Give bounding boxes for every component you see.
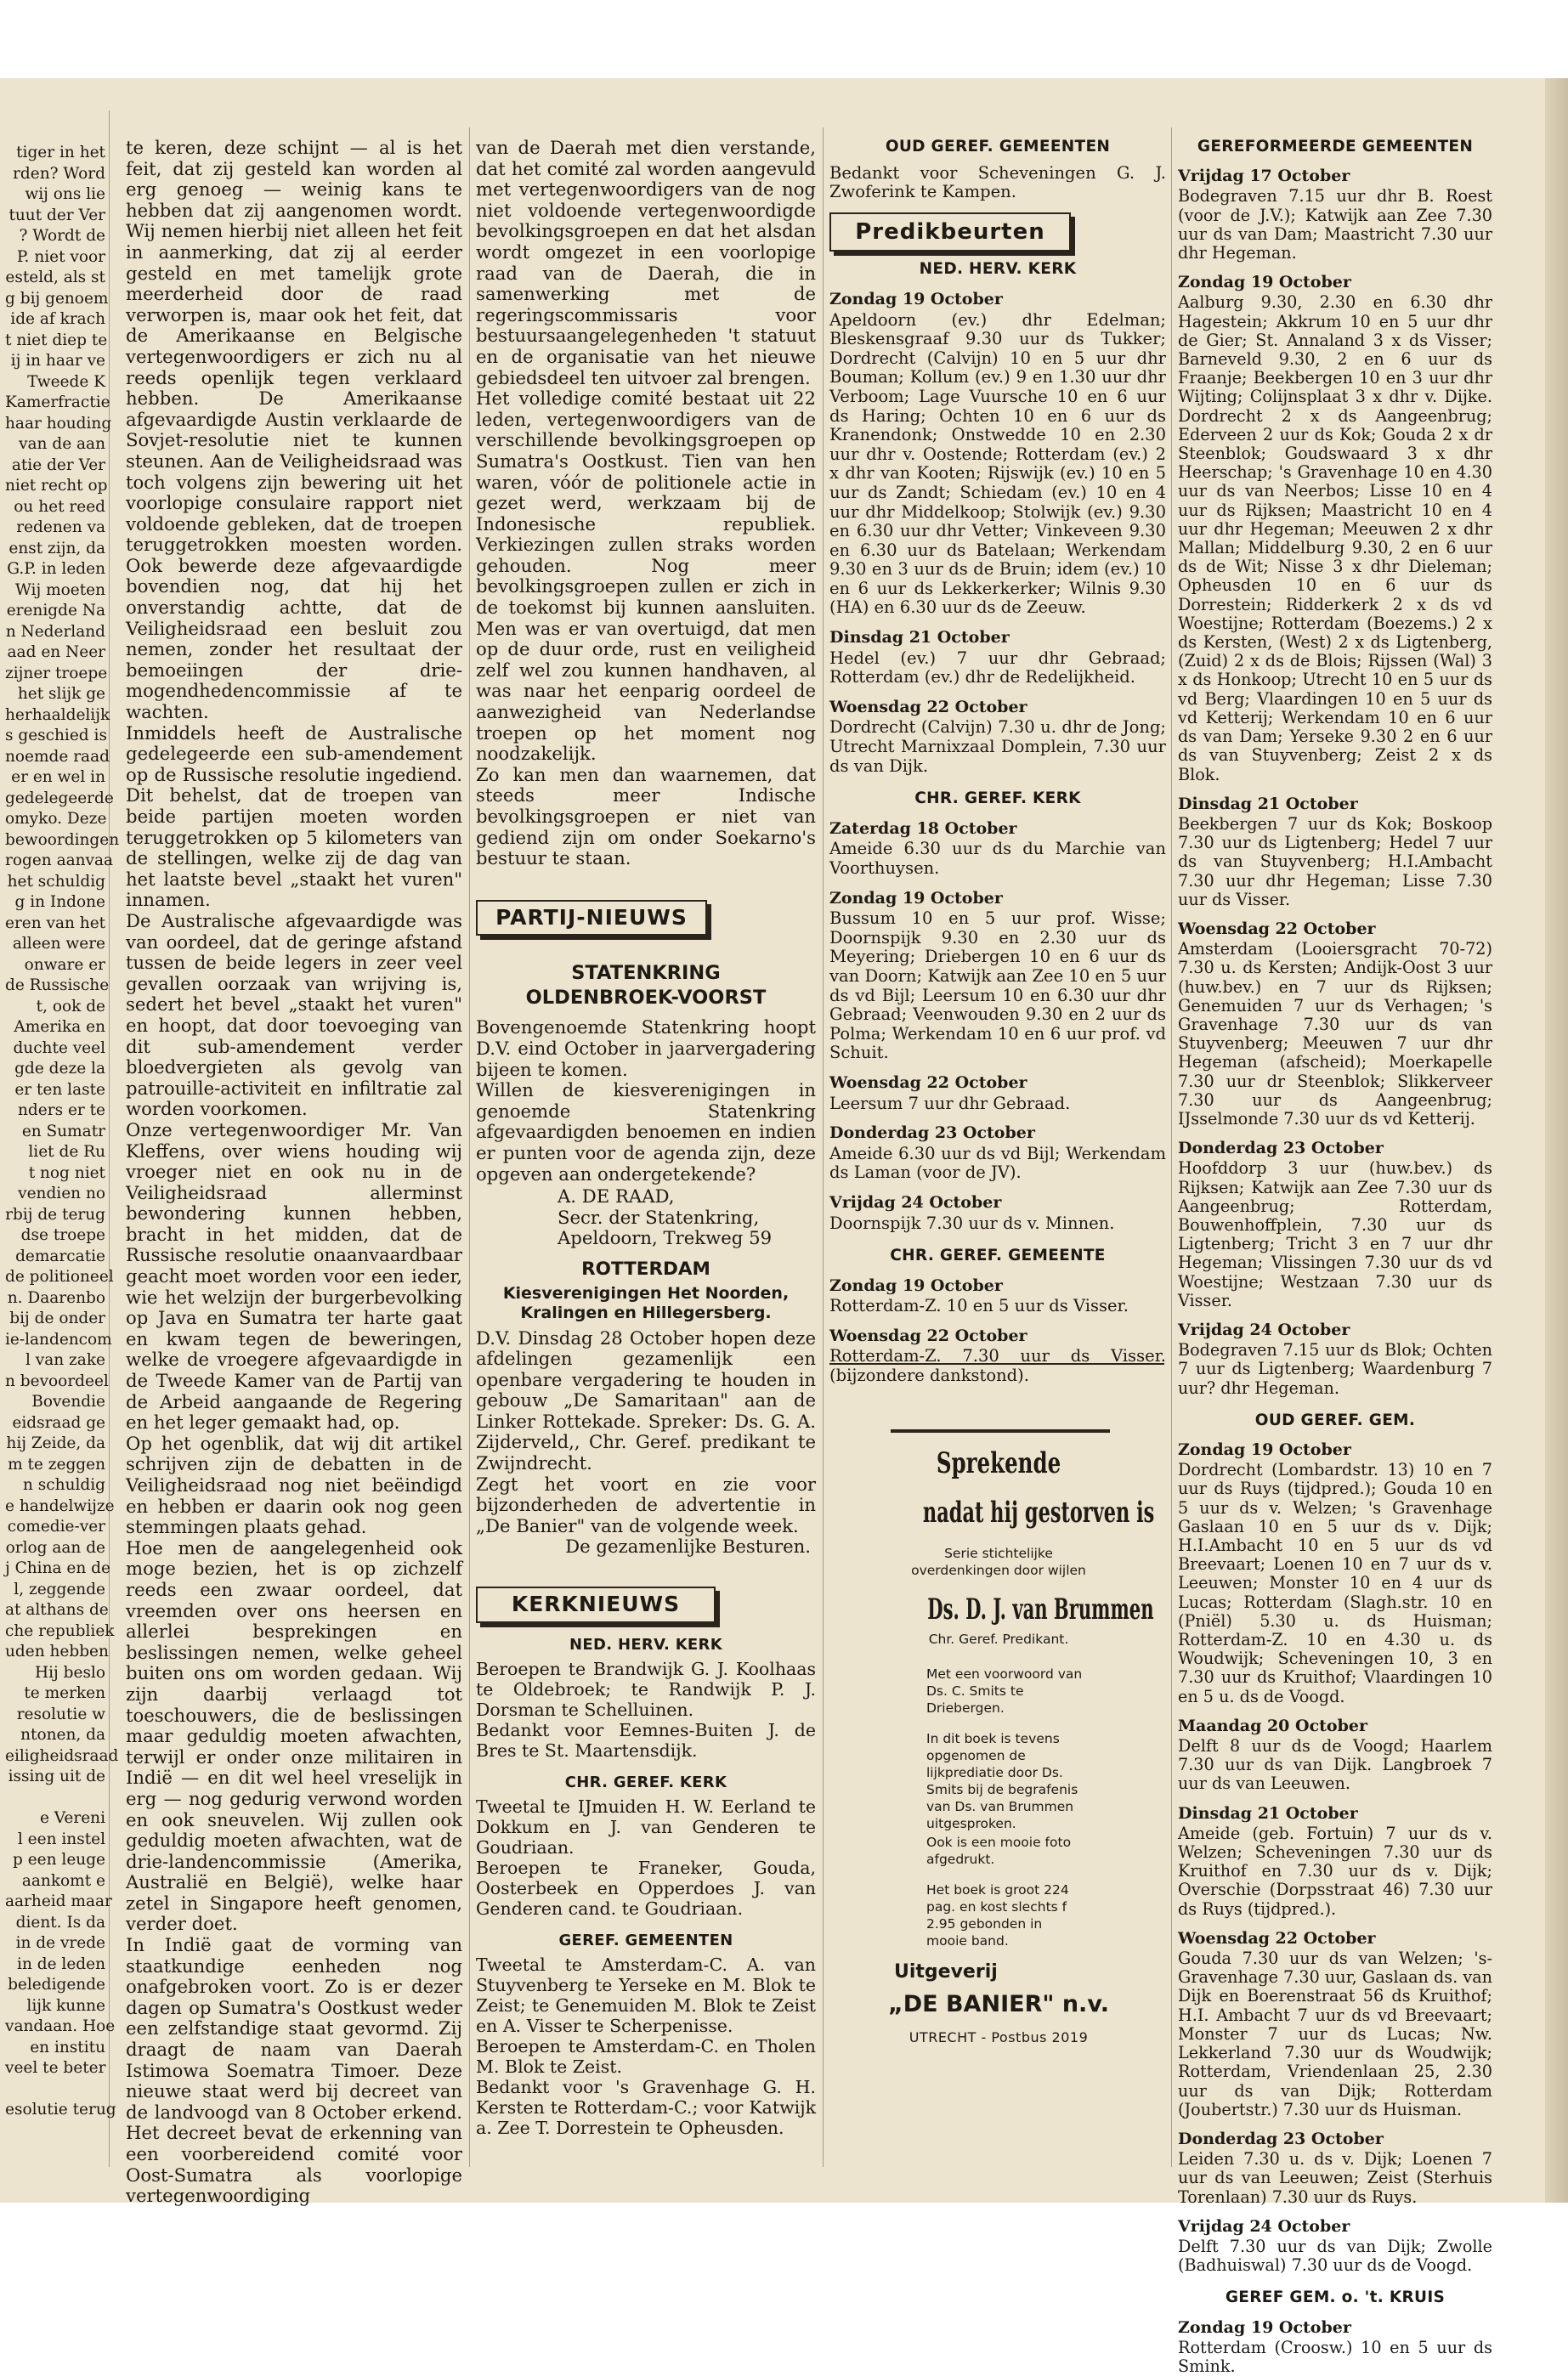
church-news-line: Bedankt voor 's Gravenhage G. H. Kersten te Rotterdam-C.; voor Katwijk a. Zee T. Dorrestein te Opheusden. — [476, 2076, 816, 2138]
service-day: Woensdag 22 October — [1178, 1928, 1376, 1948]
rotterdam-signature: De gezamenlijke Besturen. — [565, 1536, 811, 1558]
service-entry: Bussum 10 en 5 uur prof. Wisse; Doornspijk 9.30 en 2.30 uur ds Meyering; Driebergen 10 en 6 uur ds van Doorn; Katwijk aan Zee 10 en 5 uur ds vd Bijl; Leersum 10 en 6.30 uur dhr Gebraad; Veenwouden 9.30 en 2 uur ds Polma; Werkendam 10 en 6 uur prof. vd Schuit. — [829, 908, 1166, 1063]
column-fragment-line: en Sumatr — [21, 1122, 105, 1140]
service-entry: Rotterdam-Z. 10 en 5 uur ds Visser. — [829, 1296, 1129, 1316]
statenkring-heading: STATENKRING OLDENBROEK-VOORST — [525, 962, 767, 1010]
column-fragment-line: bij de onder — [9, 1310, 105, 1327]
church-news-line: Beroepen te Franeker, Gouda, Oosterbeek en Opperdoes J. van Genderen cand. te Goudriaan. — [476, 1857, 816, 1919]
column-fragment-line: ie-landencom — [5, 1330, 112, 1349]
service-entry: Ameide 6.30 uur ds du Marchie van Voorthuysen. — [829, 839, 1166, 878]
column-fragment-line: Bovendie — [31, 1393, 105, 1411]
ad-publisher: „DE BANIER" n.v. — [888, 1991, 1109, 2017]
church-news-line: Tweetal te Amsterdam-C. A. van Stuyvenberg te Yerseke en M. Blok te Zeist; te Genemuiden M. Blok te Zeist en A. Visser te Scherpenisse. — [476, 1954, 816, 2036]
column-fragment-line: er ten laste — [14, 1080, 105, 1099]
oud-geref-heading: OUD GEREF. GEMEENTEN — [885, 138, 1111, 156]
denomination-heading: CHR. GEREF. GEMEENTE — [890, 1247, 1106, 1265]
column-fragment-line: Amerika en — [14, 1018, 105, 1036]
column-fragment-line: P. niet voor — [16, 247, 105, 266]
service-day: Donderdag 23 October — [829, 1123, 1035, 1143]
service-entry: Hedel (ev.) 7 uur dhr Gebraad; Rotterdam (ev.) dhr de Redelijkheid. — [829, 648, 1166, 687]
article-column-2 — [476, 137, 816, 2138]
column-fragment-line: liet de Ru — [28, 1143, 105, 1161]
partij-nieuws-label: PARTIJ-NIEUWS — [495, 904, 688, 930]
column-fragment-line: l een instel — [17, 1830, 105, 1848]
column-fragment-line: g in Indone — [14, 893, 105, 911]
column-fragment-line: rden? Word — [13, 164, 105, 183]
column-fragment-line: aarheid maar — [5, 1892, 112, 1910]
column-fragment-line: nders er te — [18, 1101, 105, 1119]
column-fragment-line: orlog aan de — [5, 1538, 105, 1557]
kerknieuws-sections — [476, 1635, 816, 2138]
column-fragment-line: vendien no — [18, 1185, 105, 1202]
column-fragment-line: n schuldig — [23, 1476, 105, 1494]
oud-geref-text: Bedankt voor Scheveningen G. J. Zwoferink te Kampen. — [829, 162, 1166, 202]
service-entry: Leiden 7.30 u. ds v. Dijk; Loenen 7 uur ds van Leeuwen; Zeist (Sterhuis Torenlaan) 7.30 uur ds Ruys. — [1178, 2149, 1492, 2207]
column-fragment-line: demarcatie — [15, 1247, 105, 1265]
column-fragment-line: tiger in het — [16, 144, 105, 161]
predikbeurten-list — [829, 260, 1166, 1385]
gereformeerde-list — [1178, 138, 1492, 2376]
book-advertisement — [884, 1446, 1155, 2045]
column-fragment-line: eren van het — [5, 914, 106, 932]
column-fragment-line: esolutie terug — [5, 2101, 116, 2119]
denomination-heading: GEREFORMEERDE GEMEENTEN — [1197, 138, 1474, 156]
column-fragment-line: ? Wordt de — [19, 227, 105, 245]
separator-rule — [829, 1363, 1164, 1365]
column-fragment-line — [5, 2079, 105, 2101]
church-heading: NED. HERV. KERK — [569, 1635, 722, 1654]
partij-nieuws-box — [476, 900, 707, 936]
signature-address: Apeldoorn, Trekweg 59 — [558, 1227, 773, 1249]
column-fragment-line: n Nederland — [5, 622, 105, 641]
column-fragment-line: G.P. in leden — [7, 560, 105, 578]
denomination-heading: CHR. GEREF. KERK — [914, 789, 1081, 808]
column-fragment-line — [5, 1788, 105, 1809]
column-fragment-line: atie der Ver — [11, 455, 105, 474]
denomination-heading: NED. HERV. KERK — [919, 260, 1077, 279]
ad-title: Sprekende — [936, 1446, 1061, 1480]
column-fragment-line: duchte veel — [13, 1038, 105, 1057]
partij-paragraph: Willen de kiesverenigingen in genoemde Statenkring afgevaardigden benoemen en indien er punten voor de agenda zijn, deze opgeven aan ondergetekende? — [476, 1079, 816, 1185]
rotterdam-subheading: Kiesverenigingen Het Noorden, Kralingen en Hillegersberg. — [502, 1283, 790, 1322]
ad-text: Met een voorwoord van Ds. C. Smits te Driebergen. — [926, 1666, 1083, 1716]
column-fragment-line: p een leuge — [13, 1851, 105, 1869]
column-fragment-line: het schuldig — [7, 872, 105, 891]
rotterdam-paragraph: Zegt het voort en zie voor bijzonderheden de advertentie in „De Banier" van de volgende week. — [476, 1473, 816, 1536]
article-continuation: van de Daerah met dien verstande, dat het comité zal worden aangevuld met vertegenwoordigers van de nog niet voldoende vertegenwoordigde bevolkingsgroepen en dat het alsdan wordt omgezet in een voorlopige raad van de Daerah, die in samenwerking met de regeringscommissaris voor bestuursaangelegenheden 't statuut en de organisatie van het nieuwe gebiedsdeel ten uitvoer zal brengen. Het volledige comité bestaat uit 22 leden, vertegenwoordigers van de verschillende bevolkingsgroepen op Sumatra's Oostkust. Tien van hen waren, vóór de politionele actie in gezet werd, werkzaam bij de Indonesische republiek. Verkiezingen zullen straks worden gehouden. Nog meer bevolkingsgroepen zullen er zich in de toekomst bij kunnen aansluiten. Men was er van overtuigd, dat men op de duur orde, rust en veiligheid zelf wel zou kunnen handhaven, al was naar het eenparig oordeel de aanwezigheid van Nederlandse troepen op het moment nog noodzakelijk. Zo kan men dan waarnemen, dat steeds meer Indische bevolkingsgroepen er niet van gediend zijn om onder Soekarno's bestuur te staan. — [476, 137, 816, 869]
column-fragment-line: het slijk ge — [17, 685, 105, 703]
service-day: Dinsdag 21 October — [1178, 794, 1358, 813]
column-fragment-line: s geschied is — [5, 727, 107, 744]
column-fragment-line: tuut der Ver — [8, 206, 105, 224]
column-fragment-line: esteld, als st — [5, 269, 105, 286]
column-fragment-line: vandaan. Hoe — [5, 2017, 116, 2035]
ad-author: Ds. D. J. van Brummen — [927, 1592, 1154, 1626]
column-fragment-line: aad en Neer — [7, 643, 105, 661]
column-divider — [1171, 127, 1172, 2167]
column-fragment-line: haar houding — [5, 414, 112, 433]
column-fragment-line: enst zijn, da — [8, 539, 105, 557]
column-fragment-line: wij ons lie — [25, 185, 105, 203]
column-fragment-line: gde deze la — [14, 1060, 105, 1078]
service-entry: Gouda 7.30 uur ds van Welzen; 's-Gravenhage 7.30 uur, Gaslaan ds. van Dijk en Boerenstraat 56 ds Kruithof; H.I. Ambacht 7 uur ds vd Breevaart; Monster 7 uur ds Lucas; Nw. Lekkerland 7.30 uur ds Woudwijk; Rotterdam, Vriendenlaan 25, 2.30 uur ds van Dijk; Rotterdam (Joubertstr.) 7.30 uur ds Huisman. — [1178, 1949, 1492, 2119]
service-day: Donderdag 23 October — [1178, 2129, 1384, 2148]
service-entry: Amsterdam (Looiersgracht 70-72) 7.30 u. ds Kersten; Andijk-Oost 3 uur (huw.bev.) en 7 uur ds Rijksen; Genemuiden 7 uur ds Verhagen; 's Gravenhage 7.30 uur ds van Stuyvenberg; Meeuwen 7 uur dhr Hegeman (afscheid); Moerkapelle 7.30 uur dr Steenblok; Slikkerveer 7.30 uur ds Aangeenbrug; IJsselmonde 7.30 uur ds vd Ketterij. — [1178, 939, 1492, 1129]
service-day: Dinsdag 21 October — [829, 628, 1010, 648]
service-day: Vrijdag 24 October — [829, 1192, 1002, 1212]
service-day: Vrijdag 24 October — [1178, 1320, 1350, 1339]
service-day: Zondag 19 October — [1178, 1440, 1351, 1459]
column-fragment-line: uden hebben — [5, 1643, 109, 1660]
service-day: Zaterdag 18 October — [829, 818, 1017, 838]
column-divider — [823, 127, 824, 2167]
column-fragment-line: n bevoordeel — [5, 1372, 109, 1390]
column-fragment-line: ntonen, da — [20, 1726, 105, 1744]
church-heading: CHR. GEREF. KERK — [564, 1773, 727, 1791]
column-fragment-line: erenigde Na — [6, 602, 105, 619]
column-fragment-line: ij in haar ve — [10, 352, 105, 370]
column-fragment-line: gedelegeerde — [5, 789, 114, 807]
service-day: Zondag 19 October — [829, 888, 1003, 908]
column-fragment-line: e handelwijze — [5, 1496, 115, 1515]
rotterdam-paragraph: D.V. Dinsdag 28 October hopen deze afdelingen gezamenlijk een openbare vergadering te houden in gebouw „De Samaritaan" aan de Linker Rottekade. Spreker: Ds. G. A. Zijderveld,, Chr. Geref. predikant te Zwijndrecht. — [476, 1327, 816, 1474]
article-column-3 — [829, 138, 1166, 1386]
service-entry: Apeldoorn (ev.) dhr Edelman; Bleskensgraaf 9.30 uur ds Tukker; Dordrecht (Calvijn) 10 en 5 uur dhr Bouman; Kollum (ev.) 9 en 1.30 uur dhr Verboom; Lage Vuursche 10 en 6 uur ds Haring; Ochten 10 en 6 uur ds Kranendonk; Onstwedde 10 en 2.30 uur dhr v. Oostende; Rotterdam (ev.) 2 x dhr van Kooten; Rijswijk (ev.) 10 en 5 uur ds Zandt; Schiedam (ev.) 10 en 4 uur dhr Middelkoop; Stolwijk (ev.) 9.30 en 6.30 uur dhr Vetter; Vinkeveen 9.30 en 6.30 uur ds Batelaan; Werkendam 9.30 en 3 uur ds de Bruin; idem (ev.) 10 en 6 uur ds Lekkerkerker; Wilnis 9.30 (HA) en 6.30 uur ds de Zeeuw. — [829, 309, 1166, 618]
column-fragment-line: ide af krach — [10, 310, 105, 328]
column-fragment-line: noemde raad — [5, 747, 110, 766]
column-fragment-line: eiligheidsraad — [5, 1746, 119, 1765]
adjacent-page-column — [5, 143, 120, 2119]
kerknieuws-label: KERKNIEUWS — [511, 1592, 681, 1617]
ad-publisher-label: Uitgeverij — [894, 1961, 998, 1983]
column-fragment-line: l van zake — [25, 1351, 105, 1369]
service-day: Zondag 19 October — [1178, 2317, 1351, 2337]
page-edge — [1545, 78, 1568, 2203]
signature-name: A. DE RAAD, — [558, 1185, 675, 1208]
ad-top-rule — [891, 1429, 1110, 1433]
ad-text: Ook is een mooie foto afgedrukt. — [926, 1835, 1072, 1867]
denomination-heading: GEREF GEM. o. 't. KRUIS — [1225, 2288, 1446, 2307]
service-day: Maandag 20 October — [1178, 1716, 1367, 1735]
column-fragment-line: te merken — [24, 1684, 105, 1702]
column-fragment-line: niet recht op — [5, 477, 108, 495]
church-news-line: Beroepen te Brandwijk G. J. Koolhaas te Oldebroek; te Randwijk P. J. Dorsman te Schelluinen. — [476, 1658, 816, 1720]
column-fragment-line: alleen were — [12, 935, 105, 953]
column-fragment-line: l, zeggende — [14, 1580, 105, 1598]
church-news-line: Bedankt voor Eemnes-Buiten J. de Bres te St. Maartensdijk. — [476, 1719, 816, 1761]
column-fragment-line: t, ook de — [36, 997, 105, 1015]
service-entry: Leersum 7 uur dhr Gebraad. — [829, 1093, 1071, 1113]
column-fragment-line: Hij beslo — [34, 1663, 105, 1682]
column-fragment-line: in de vrede — [15, 1934, 105, 1952]
column-fragment-line: rbij de terug — [5, 1205, 105, 1224]
service-entry: Beekbergen 7 uur ds Kok; Boskoop 7.30 uur ds Ligtenberg; Hedel 7 uur ds van Stuyvenberg; H.I.Ambacht 7.30 uur dhr Hegeman; Lisse 7.30 uur ds Visser. — [1178, 813, 1492, 909]
column-fragment-line: er en wel in — [11, 768, 105, 786]
column-fragment-line: dse troepe — [20, 1226, 105, 1244]
column-fragment-line: beledigende — [8, 1976, 105, 1994]
service-day: Dinsdag 21 October — [1178, 1803, 1358, 1823]
predikbeurten-box — [829, 212, 1071, 252]
service-entry: Bodegraven 7.15 uur ds Blok; Ochten 7 uur ds Ligtenberg; Waardenburg 7 uur? dhr Hegeman. — [1178, 1340, 1492, 1398]
service-day: Woensdag 22 October — [829, 1072, 1027, 1092]
service-day: Vrijdag 24 October — [1178, 2216, 1350, 2236]
service-entry: Rotterdam-Z. 7.30 uur ds Visser. (bijzondere dankstond). — [829, 1346, 1166, 1386]
church-news-line: Tweetal te IJmuiden H. W. Eerland te Dokkum en J. van Genderen te Goudriaan. — [476, 1796, 816, 1858]
service-day: Vrijdag 17 October — [1178, 167, 1350, 186]
service-day: Woensdag 22 October — [829, 697, 1027, 716]
column-fragment-line: che republiek — [5, 1621, 115, 1640]
ad-author-role: Chr. Geref. Predikant. — [928, 1632, 1069, 1647]
column-fragment-line: ou het reed — [14, 497, 105, 516]
column-divider — [469, 127, 470, 2167]
column-fragment-line: issing uit de — [8, 1768, 105, 1785]
ad-subtitle: Serie stichtelijke overdenkingen door wijlen — [911, 1546, 1086, 1578]
column-fragment-line: veel te beter — [5, 2059, 106, 2077]
kerknieuws-box — [476, 1587, 716, 1623]
column-fragment-line: rogen aanvaa — [5, 851, 114, 869]
column-fragment-line: onware er — [24, 955, 105, 974]
column-fragment-line: de politioneel — [5, 1268, 114, 1286]
ad-text: Het boek is groot 224 pag. en kost slechts f 2.95 gebonden in mooie band. — [926, 1882, 1069, 1949]
rotterdam-heading: ROTTERDAM — [581, 1258, 710, 1280]
partij-paragraph: Bovengenoemde Statenkring hoopt D.V. eind October in jaarvergadering bijeen te komen. — [476, 1016, 816, 1080]
service-day: Zondag 19 October — [829, 289, 1003, 308]
column-fragment-line: omyko. Deze — [5, 810, 107, 828]
church-heading: GEREF. GEMEENTEN — [558, 1931, 733, 1949]
predikbeurten-label: Predikbeurten — [855, 218, 1045, 245]
column-fragment-line: herhaaldelijk — [5, 705, 110, 724]
column-fragment-line: m te zeggen — [8, 1455, 105, 1474]
column-fragment-line: resolutie w — [16, 1705, 105, 1723]
service-entry: Dordrecht (Lombardstr. 13) 10 en 7 uur ds Ruys (tijdpred.); Gouda 10 en 5 uur ds v. Welzen; 's Gravenhage Gaslaan 10 en 5 uur ds v. Dijk; H.I.Ambacht 10 en 5 uur ds vd Breevaart; Loenen 10 en 7 uur ds v. Leeuwen; Monster 10 en 4 uur ds Lucas; Rotterdam (Slagh.str. 10 en (Pniël) 5.30 u. ds Huisman; Rotterdam-Z. 10 en 4.30 u. ds Woudwijk; Scheveningen 10, 3 en 7.30 uur ds Kruithof; Vlaardingen 10 en 5 u. ds de Voogd. — [1178, 1460, 1492, 1706]
column-fragment-line: Wij moeten — [14, 580, 105, 599]
article-body: te keren, deze schijnt — al is het feit, dat zij gesteld kan worden al erg genoeg — weinig kans te hebben dat zij aangenomen wordt. Wij nemen hierbij niet alleen het feit in aanmerking, dat zij al eerder gesteld en met tamelijk grote meerderheid door de raad verworpen is, maar ook het feit, dat de Amerikaanse en Belgische vertegenwoordigers er zich nu al reeds openlijk tegen verklaard hebben. De Amerikaanse afgevaardigde Austin verklaarde de Sovjet-resolutie niet te kunnen steunen. Aan de Veiligheidsraad was toch volgens zijn bewering uit het voorlopige consulaire rapport niet voldoende gebleken, dat de troepen teruggetrokken moesten worden. Ook bewerde deze afgevaardigde bovendien nog, dat hij het onverstandig achtte, dat de Veiligheidsraad een besluit zou nemen, zonder het resultaat der bemoeiingen der drie-mogendhedencommissie af te wachten. Inmiddels heeft de Australische gedelegeerde een sub-amendement op de Russische resolutie ingediend. Dit behelst, dat de troepen van beide partijen moeten worden teruggetrokken op 5 kilometers van de stellingen, welke zij de dag van het laatste bevel „staakt het vuren" innamen. De Australische afgevaardigde was van oordeel, dat de geringe afstand tussen de beide legers in zeer veel gevallen oorzaak van wrijving is, sedert het bevel „staakt het vuren" en hoopt, dat door toevoeging van dit sub-amendement verder bloedvergieten als gevolg van patrouille-activiteit en infiltratie zal worden voorkomen. Onze vertegenwoordiger Mr. Van Kleffens, over wiens houding wij vroeger niet en ook nu in de Veiligheidsraad allerminst bewondering kunnen hebben, bracht in het midden, dat de Russische resolutie onaanvaardbaar geacht moet worden voor een ieder, wie het welzijn der burgerbevolking op Java en Sumatra ter harte gaat en kwam tegen de beweringen, welke de vroegere afgevaardigde in de Tweede Kamer van de Partij van de Arbeid aangaande de Regering en het leger gemaakt had, op. Op het ogenblik, dat wij dit artikel schrijven zijn de debatten in de Veiligheidsraad nog niet beëindigd en hebben er daarin ook nog geen stemmingen plaats gehad. Hoe men de aangelegenheid ook moge bezien, het is op zichzelf reeds een zwaar oordeel, dat vreemden over ons heersen en allerlei besprekingen en beslissingen nemen, welke geheel buiten ons om worden gedaan. Wij zijn daarbij verlaagd tot toeschouwers, die de beslissingen maar geduldig moeten afwachten, terwijl er onder onze militairen in Indië — en dit wel heel vreselijk in erg — nog gedurig verwond worden en ook sneuvelen. Wij zullen ook geduldig moeten afwachten, wat de drie-landencommissie (Amerika, Australië en België), welke haar zetel in Singapore heeft genomen, verder doet. In Indië gaat de vorming van staatkundige eenheden nog onafgebroken voort. Zo is er dezer dagen op Sumatra's Oostkust weder een zelfstandige staat gevormd. Zij draagt de naam van Daerah Istimowa Soematra Timoer. Deze nieuwe staat werd bij decreet van de landvoogd van 8 October erkend. Het decreet bevat de erkenning van een voorbereidend comité voor Oost-Sumatra als voorlopige vertegenwoordiging — [126, 137, 462, 2207]
service-entry: Doornspijk 7.30 uur ds v. Minnen. — [829, 1213, 1115, 1233]
service-entry: Hoofddorp 3 uur (huw.bev.) ds Rijksen; Katwijk aan Zee 7.30 uur ds Aangeenbrug; Rotterdam, Bouwenhoffplein, 7.30 uur ds Ligtenberg; Tricht 3 en 7 uur dhr Hegeman; Vlissingen 7.30 uur ds vd Woestijne; Westzaan 7.30 uur ds Visser. — [1178, 1158, 1492, 1310]
column-fragment-line: t nog niet — [28, 1163, 105, 1182]
column-fragment-line: van de aan — [19, 435, 105, 453]
service-day: Woensdag 22 October — [1178, 919, 1376, 938]
service-entry: Aalburg 9.30, 2.30 en 6.30 dhr Hagestein; Akkrum 10 en 5 uur dhr de Gier; St. Annaland 3 x ds Visser; Barneveld 9.30, 2 en 6 uur ds Fraanje; Beekbergen 10 en 3 uur dhr Wijting; Colijnsplaat 3 x dhr v. Dijke. Dordrecht 2 x ds Aangeenbrug; Ederveen 2 uur ds Kok; Gouda 2 x dr Steenblok; Goudswaard 3 x dhr Heerschap; 's Gravenhage 10 en 4.30 uur ds van Neerbos; Lisse 10 en 4 uur ds Rijksen; Maastricht 10 en 4 uur dhr Hegeman; Meeuwen 2 x dhr Mallan; Middelburg 9.30, 2 en 6 uur ds de Wit; Nisse 3 x dhr Dieleman; Opheusden 10 en 6 uur ds Dorrestein; Ridderkerk 2 x ds vd Woestijne; Rotterdam (Boezems.) 2 x ds Kersten, (West) 2 x ds Ligtenberg, (Zuid) 2 x ds de Blois; Rijssen (Wal) 3 x ds Honkoop; Utrecht 10 en 5 uur ds vd Berg; Vlaardingen 10 en 5 uur ds vd Ketterij; Werkendam 10 en 6 uur ds van Dam; Yerseke 9.30 2 en 6 uur ds van Stuyvenberg; Zeist 2 x ds Blok. — [1178, 292, 1492, 784]
column-fragment-line: hij Zeide, da — [6, 1434, 105, 1452]
service-entry: Delft 7.30 uur ds van Dijk; Zwolle (Badhuiswal) 7.30 uur ds de Voogd. — [1178, 2236, 1492, 2276]
column-fragment-line: n. Daarenbo — [7, 1288, 105, 1307]
denomination-heading: OUD GEREF. GEM. — [1254, 1411, 1416, 1429]
column-fragment-line: en institu — [30, 2038, 105, 2056]
article-column-1 — [126, 137, 462, 2207]
ad-title: nadat hij gestorven is — [922, 1496, 1155, 1530]
column-fragment-line: dient. Is da — [15, 1913, 105, 1932]
service-entry: Ameide 6.30 uur ds vd Bijl; Werkendam ds Laman (voor de JV). — [829, 1143, 1166, 1183]
service-entry: Ameide (geb. Fortuin) 7 uur ds v. Welzen; Scheveningen 7.30 uur ds Kruithof en 7.30 uur ds v. Dijk; Overschie (Dorpsstraat 46) 7.30 uur ds Ruys (tijdpred.). — [1178, 1823, 1492, 1919]
column-fragment-line: redenen va — [16, 518, 105, 536]
column-fragment-line: e Vereni — [39, 1809, 105, 1827]
service-day: Zondag 19 October — [1178, 273, 1351, 292]
column-fragment-line: at althans de — [5, 1601, 109, 1619]
column-fragment-line: eidsraad ge — [12, 1413, 105, 1432]
ad-city: UTRECHT - Postbus 2019 — [909, 2029, 1089, 2045]
service-day: Zondag 19 October — [829, 1276, 1003, 1295]
column-fragment-line: Kamerfractie — [5, 393, 110, 411]
ad-text: In dit boek is tevens opgenomen de lijkprediatie door Ds. Smits bij de begrafenis van Ds. van Brummen uitgesproken. — [926, 1731, 1078, 1831]
service-day: Donderdag 23 October — [1178, 1139, 1384, 1158]
column-fragment-line: comedie-ver — [7, 1518, 105, 1536]
column-fragment-line: bewoordingen — [5, 830, 120, 849]
column-fragment-line: de Russische — [5, 976, 110, 994]
service-entry: Rotterdam (Croosw.) 10 en 5 uur ds Smink. — [1178, 2337, 1492, 2376]
service-entry: Dordrecht (Calvijn) 7.30 u. dhr de Jong; Utrecht Marnixzaal Domplein, 7.30 uur ds van Dijk. — [829, 717, 1166, 776]
column-fragment-line: j China en de — [5, 1559, 110, 1577]
service-entry: Delft 8 uur ds de Voogd; Haarlem 7.30 uur ds van Dijk. Langbroek 7 uur ds van Leeuwen. — [1178, 1736, 1492, 1794]
column-fragment-line: g bij genoem — [5, 289, 109, 308]
column-fragment-line: aankomt e — [21, 1871, 105, 1890]
column-fragment-line: Tweede K — [27, 372, 105, 391]
column-fragment-line: lijk kunne — [26, 1996, 105, 2015]
column-fragment-line: t niet diep te — [5, 331, 108, 349]
column-fragment-line: in de leden — [17, 1955, 105, 1973]
column-fragment-line: zijner troepe — [5, 664, 108, 682]
article-column-4 — [1178, 138, 1492, 2376]
service-day: Woensdag 22 October — [829, 1326, 1027, 1345]
church-news-line: Beroepen te Amsterdam-C. en Tholen M. Blok te Zeist. — [476, 2035, 816, 2077]
service-entry: Bodegraven 7.15 uur dhr B. Roest (voor de J.V.); Katwijk aan Zee 7.30 uur ds van Dam; Maastricht 7.30 uur dhr Hegeman. — [1178, 186, 1492, 263]
signature-role: Secr. der Statenkring, — [558, 1206, 760, 1228]
